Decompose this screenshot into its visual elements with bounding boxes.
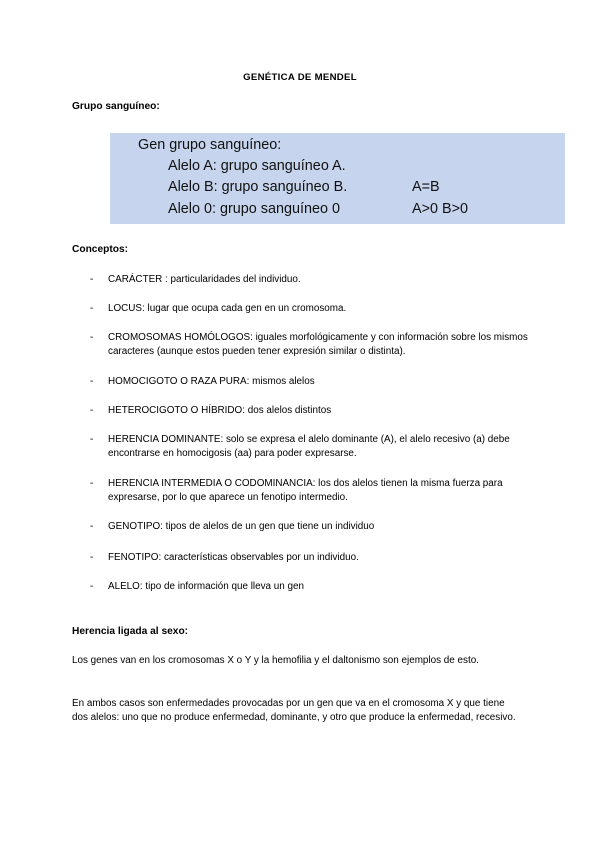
list-dash: - (90, 521, 94, 532)
list-dash: - (90, 434, 94, 445)
list-item-text: ALELO: tipo de información que lleva un gen (108, 581, 304, 592)
section-heading-grupo-sanguineo: Grupo sanguíneo: (72, 101, 160, 112)
section-heading-herencia-ligada: Herencia ligada al sexo: (72, 626, 189, 637)
box-line-2: Alelo A: grupo sanguíneo A. (168, 158, 346, 174)
paragraph-2: En ambos casos son enfermedades provocadas por un gen que va en el cromosoma X y que tiene dos alelos: uno que no produce enfermedad, dominante, y otro que produce la enfermedad, recesivo. (72, 698, 516, 724)
box-line-3-right: A=B (412, 179, 440, 195)
section-heading-conceptos: Conceptos: (72, 244, 129, 255)
list-item-text: CROMOSOMAS HOMÓLOGOS: iguales morfológicamente y con información sobre los mismos caracteres (aunque estos pueden tener expresión similar o distinta). (108, 332, 528, 358)
box-line-4: Alelo 0: grupo sanguíneo 0 (168, 201, 341, 217)
list-dash: - (90, 303, 94, 314)
page-title: GENÉTICA DE MENDEL (243, 72, 357, 83)
paragraph-1: Los genes van en los cromosomas X o Y y la hemofilia y el daltonismo son ejemplos de esto. (72, 655, 479, 666)
list-item-text: HOMOCIGOTO O RAZA PURA: mismos alelos (108, 376, 315, 387)
list-dash: - (90, 274, 94, 285)
list-dash: - (90, 376, 94, 387)
list-item-text: LOCUS: lugar que ocupa cada gen en un cromosoma. (108, 303, 347, 314)
list-dash: - (90, 405, 94, 416)
list-item-text: HETEROCIGOTO O HÍBRIDO: dos alelos distintos (108, 405, 332, 416)
list-item-text: GENOTIPO: tipos de alelos de un gen que tiene un individuo (108, 521, 375, 532)
list-item-text: CARÁCTER : particularidades del individuo. (108, 274, 301, 285)
list-item-text: HERENCIA DOMINANTE: solo se expresa el alelo dominante (A), el alelo recesivo (a) debe encontrarse en homocigosis (aa) para poder expresarse. (108, 434, 510, 460)
box-line-3: Alelo B: grupo sanguíneo B. (168, 179, 348, 195)
list-dash: - (90, 478, 94, 489)
list-dash: - (90, 581, 94, 592)
box-line-4-right: A>0 B>0 (412, 201, 469, 217)
blood-group-box (110, 133, 565, 224)
list-item-text: HERENCIA INTERMEDIA O CODOMINANCIA: los dos alelos tienen la misma fuerza para expresarse, por lo que aparece un fenotipo intermedio. (108, 478, 503, 504)
box-line-1: Gen grupo sanguíneo: (138, 137, 282, 153)
list-dash: - (90, 552, 94, 563)
list-dash: - (90, 332, 94, 343)
list-item-text: FENOTIPO: características observables por un individuo. (108, 552, 359, 563)
